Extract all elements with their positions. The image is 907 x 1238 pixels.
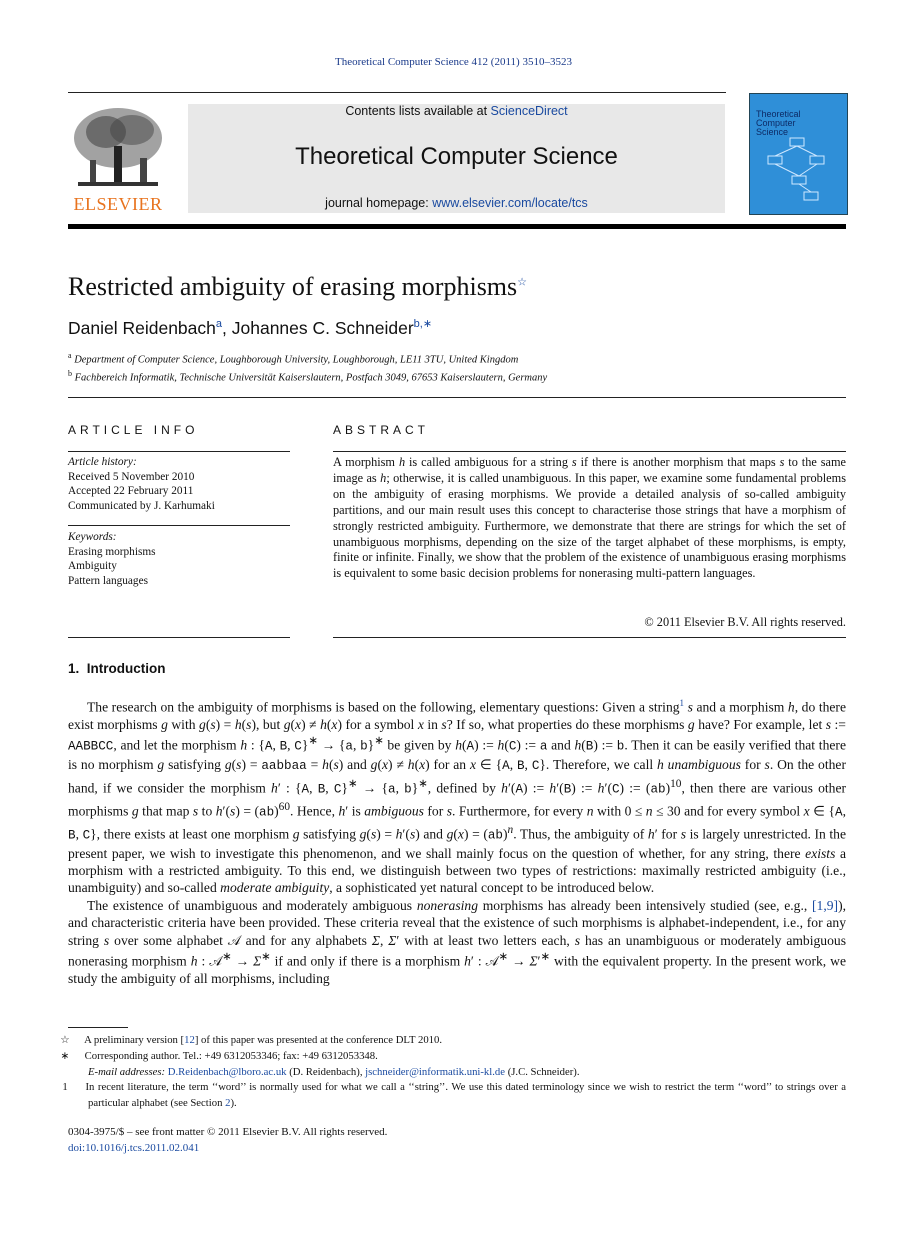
divider	[333, 451, 846, 452]
author-name: Johannes C. Schneider	[231, 317, 414, 338]
title-footnote-mark[interactable]: ☆	[517, 276, 528, 289]
footnote	[60, 1049, 846, 1065]
email-owner: (J.C. Schneider).	[505, 1065, 580, 1078]
abstract-body: A morphism h is called ambiguous for a string s if there is another morphism that maps s to the same image as h; otherwise, it is called unambiguous. In this paper, we examine some fundamental problems on the ambiguity of erasing morphisms. We provide a detailed analysis of so-called ambiguity partitions, and our main result uses this concept to characterise those strings that have a morphism of strongly restricted ambiguity. Furthermore, we demonstrate that there are strings for which the set of unambiguous morphisms, depending on the size of the target alphabet of these morphisms, is empty, finite or infinite. Finally, we show that the problem of the existence of unambiguous erasing morphisms is equivalent to some basic decision problems for nonerasing multi-pattern languages.	[333, 455, 846, 581]
paragraph: The existence of unambiguous and moderately ambiguous nonerasing morphisms has already been intensively studied (see, e.g., [1,9]), and characteristic criteria have been provided. These criteria reveal that the existence of such morphisms is alphabet-independent, i.e., for any string s over some alphabet 𝒜 and for any alphabets Σ, Σ′ with at least two letters each, s has an unambiguous or moderately ambiguous nonerasing morphism h : 𝒜∗ → Σ∗ if and only if there is a morphism h′ : 𝒜∗ → Σ′∗ with the equivalent property. In the present work, we study the ambiguity of all morphisms, including	[68, 897, 846, 986]
author-separator: ,	[222, 317, 232, 338]
homepage-prefix: journal homepage:	[325, 196, 433, 210]
section-title: Introduction	[86, 661, 166, 676]
homepage-link[interactable]: www.elsevier.com/locate/tcs	[432, 196, 588, 210]
footnote-rule	[68, 1027, 128, 1028]
affil-text: Department of Computer Science, Loughborough University, Loughborough, LE11 3TU, United Kingdom	[74, 354, 519, 366]
sciencedirect-link[interactable]: ScienceDirect	[490, 104, 568, 118]
paper-title-text: Restricted ambiguity of erasing morphisms	[68, 272, 518, 301]
doi-link[interactable]: doi:10.1016/j.tcs.2011.02.041	[68, 1141, 200, 1154]
article-history	[68, 455, 290, 513]
article-info-heading: ARTICLE INFO	[68, 423, 199, 437]
divider	[68, 637, 290, 638]
contents-prefix: Contents lists available at	[345, 104, 491, 118]
history-label: Article history:	[68, 456, 137, 468]
author-affil-mark[interactable]: b,∗	[413, 318, 433, 330]
journal-reference: Theoretical Computer Science 412 (2011) 3510–3523	[335, 56, 572, 68]
homepage-line	[188, 196, 725, 210]
abstract-heading: ABSTRACT	[333, 423, 430, 437]
footnote-mark: 1	[62, 1081, 68, 1094]
journal-cover-image	[749, 93, 848, 215]
footnote-mark: ☆	[60, 1034, 70, 1046]
email-link[interactable]: jschneider@informatik.uni-kl.de	[365, 1065, 506, 1078]
keyword: Pattern languages	[68, 574, 148, 587]
communicated-by: Communicated by J. Karhumaki	[68, 499, 215, 512]
divider	[333, 637, 846, 638]
elsevier-wordmark: ELSEVIER	[73, 194, 163, 214]
email-label: E-mail addresses:	[88, 1065, 166, 1078]
paragraph: The research on the ambiguity of morphisms is based on the following, elementary questions: Given a string$^1$ s and a morphism h, do there exist morphisms g with g(s) = h(s), but g(x) ≠ h(x) for a symbol x in s? If so, what properties do these morphisms g have? For example, let s := AABBCC, and let the morphism h : {A, B, C}∗ → {a, b}∗ be given by h(A) := h(C) := a and h(B) := b. Then it can be easily verified that there is no morphism g satisfying g(s) = aabbaa = h(s) and g(x) ≠ h(x) for an x ∈ {A, B, C}. Therefore, we call h unambiguous for s. On the other hand, if we consider the morphism h′ : {A, B, C}∗ → {a, b}∗, defined by h′(A) := h′(B) := h′(C) := (ab)$^{10}$, then there are various other morphisms g that map s to h′(s) = (ab)$^{60}$. Hence, h′ is ambiguous for s. Furthermore, for every n with 0 ≤ n ≤ 30 and for every symbol x ∈ {A, B, C}, there exists at least one morphism g satisfying g(s) = h′(s) and g(x) = (ab)$^n$. Thus, the ambiguity of h′ for s is largely unrestricted. In the present paper, we wish to investigate this phenomenon, and we shall mainly focus on the question of whether, for any string, there exists a morphism with a restricted ambiguity. To this end, we distinguish between two types of restrictions: maximally restricted ambiguity (i.e., unambiguity) and so-called moderate ambiguity, a sophisticated yet natural concept to be introduced below.	[68, 698, 847, 896]
header-top-rule	[68, 92, 726, 93]
affil-mark: a	[68, 351, 72, 360]
footnote-mark: ∗	[60, 1049, 70, 1062]
footnote-text: ).	[230, 1097, 237, 1110]
email-link[interactable]: D.Reidenbach@lboro.ac.uk	[167, 1065, 287, 1078]
header-thick-rule	[68, 224, 846, 229]
abstract-copyright: © 2011 Elsevier B.V. All rights reserved.	[644, 615, 846, 629]
email-line	[68, 1065, 846, 1081]
keyword: Ambiguity	[68, 560, 117, 572]
section-link[interactable]: 2	[225, 1097, 231, 1110]
cover-title: Theoretical Computer Science	[756, 109, 801, 137]
divider	[68, 525, 290, 526]
footnote-text: Corresponding author. Tel.: +49 6312053346; fax: +49 6312053348.	[84, 1049, 378, 1062]
section-heading	[68, 661, 166, 676]
author-name: Daniel Reidenbach	[68, 317, 216, 338]
footnotes	[60, 1033, 846, 1112]
footnote-text: ] of this paper was presented at the conference DLT 2010.	[194, 1034, 443, 1046]
affiliation-b	[68, 369, 547, 384]
front-matter	[68, 1125, 387, 1156]
citation-link[interactable]: 12	[184, 1034, 195, 1046]
divider	[68, 397, 846, 398]
author-list	[68, 317, 432, 339]
keyword: Erasing morphisms	[68, 545, 156, 558]
email-owner: (D. Reidenbach),	[286, 1065, 366, 1078]
paper-title	[68, 272, 527, 302]
affil-mark: b	[68, 369, 72, 378]
intro-body	[68, 695, 846, 987]
journal-title: Theoretical Computer Science	[295, 143, 618, 170]
footnote-text: A preliminary version [	[84, 1034, 185, 1046]
front-matter-text: 0304-3975/$ – see front matter © 2011 Elsevier B.V. All rights reserved.	[68, 1126, 388, 1138]
keywords-block	[68, 530, 290, 588]
contents-line	[188, 104, 725, 118]
received-date: Received 5 November 2010	[68, 470, 195, 483]
author-affil-mark[interactable]: a	[215, 318, 223, 330]
accepted-date: Accepted 22 February 2011	[68, 485, 194, 497]
footnote-text: In recent literature, the term ‘‘word’’ is normally used for what we call a ‘‘string’’. We use this dated terminology since we wish to restrict the term ‘‘word’’ to strings over a particular alphabet (see Section	[85, 1081, 846, 1110]
footnote	[62, 1080, 846, 1112]
divider	[68, 451, 290, 452]
footnote	[60, 1033, 846, 1049]
section-number: 1.	[68, 661, 80, 676]
keywords-label: Keywords:	[68, 531, 117, 543]
affil-text: Fachbereich Informatik, Technische Universität Kaiserslautern, Postfach 3049, 67653 Kaiserslautern, Germany	[74, 372, 548, 384]
affiliation-a	[68, 351, 518, 366]
